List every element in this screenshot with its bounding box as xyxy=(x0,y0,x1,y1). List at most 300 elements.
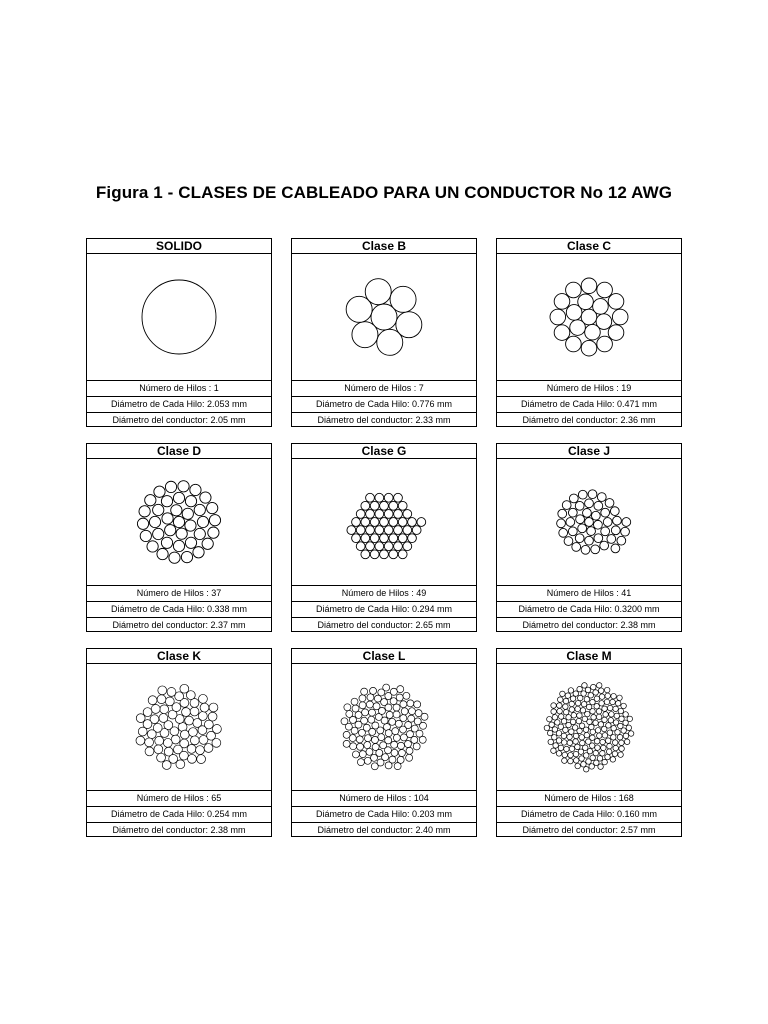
strand xyxy=(566,518,575,527)
strand xyxy=(145,738,154,747)
strand xyxy=(383,684,390,691)
strand xyxy=(180,684,189,693)
strand xyxy=(403,526,412,535)
strand xyxy=(347,526,356,535)
strand xyxy=(569,729,575,735)
strand xyxy=(408,708,415,715)
strand xyxy=(621,728,627,734)
strand xyxy=(343,731,350,738)
strand xyxy=(374,695,381,702)
strand xyxy=(576,718,582,724)
panel-clase-d xyxy=(86,443,272,632)
strand xyxy=(577,686,583,692)
strand xyxy=(356,510,365,519)
strand xyxy=(384,526,393,535)
strand xyxy=(612,751,618,757)
strand xyxy=(589,743,595,749)
strand xyxy=(551,748,557,754)
strand xyxy=(154,486,165,497)
panel-header: Clase J xyxy=(497,444,681,459)
strand xyxy=(573,758,579,764)
strand xyxy=(619,740,625,746)
conductor-cross-section xyxy=(497,664,681,790)
strand xyxy=(551,703,557,709)
strand xyxy=(571,713,577,719)
strand xyxy=(597,733,603,739)
strand xyxy=(575,706,581,712)
strand xyxy=(605,738,611,744)
strand xyxy=(343,740,350,747)
strand xyxy=(398,518,407,527)
strand xyxy=(621,703,627,709)
strand xyxy=(602,706,608,712)
strand xyxy=(593,690,599,696)
strand xyxy=(578,524,587,533)
panel-header: Clase G xyxy=(292,444,476,459)
strand xyxy=(371,736,378,743)
strand xyxy=(599,701,605,707)
strand xyxy=(380,518,389,527)
strand xyxy=(173,540,184,551)
strand xyxy=(610,507,619,516)
strand xyxy=(398,534,407,543)
strand xyxy=(578,490,587,499)
conductor-cross-section xyxy=(292,664,476,790)
figure-title: Figura 1 - CLASES DE CABLEADO PARA UN CONDUCTOR No 12 AWG xyxy=(95,183,673,202)
strand xyxy=(577,713,583,719)
strand xyxy=(606,723,612,729)
strand xyxy=(559,528,568,537)
strand xyxy=(352,322,378,348)
strand xyxy=(366,493,375,502)
strand xyxy=(370,501,379,510)
strand xyxy=(406,747,413,754)
strand xyxy=(401,708,408,715)
strand xyxy=(365,279,391,305)
strand xyxy=(154,745,163,754)
strand xyxy=(199,694,208,703)
strand xyxy=(563,698,569,704)
strand xyxy=(180,751,189,760)
strand-diameter: Diámetro de Cada Hilo: 0.3200 mm xyxy=(497,601,681,617)
panel-clase-l xyxy=(291,648,477,837)
strand xyxy=(355,711,362,718)
strand xyxy=(575,501,584,510)
panel-clase-j xyxy=(496,443,682,632)
strand xyxy=(622,518,631,527)
conductor-diameter: Diámetro del conductor: 2.40 mm xyxy=(292,822,476,838)
strand xyxy=(609,712,615,718)
strand xyxy=(627,716,633,722)
strand xyxy=(580,708,586,714)
strand xyxy=(575,763,581,769)
strand xyxy=(352,751,359,758)
strand xyxy=(375,493,384,502)
strand xyxy=(618,752,624,758)
strand xyxy=(393,711,400,718)
strand xyxy=(570,696,576,702)
strand xyxy=(366,526,375,535)
strand xyxy=(581,545,590,554)
strand xyxy=(352,705,359,712)
strand-diameter: Diámetro de Cada Hilo: 2.053 mm xyxy=(87,396,271,412)
strand xyxy=(389,718,396,725)
strand xyxy=(406,754,413,761)
strand xyxy=(594,704,600,710)
strand-diameter: Diámetro de Cada Hilo: 0.776 mm xyxy=(292,396,476,412)
strand xyxy=(198,712,207,721)
strand xyxy=(190,484,201,495)
strand xyxy=(161,496,172,507)
panel-solido xyxy=(86,238,272,427)
strand xyxy=(403,692,410,699)
strand xyxy=(194,528,205,539)
strand xyxy=(417,518,426,527)
panel-header: Clase B xyxy=(292,239,476,254)
strand xyxy=(593,299,609,315)
strand xyxy=(569,746,575,752)
strand xyxy=(605,693,611,699)
strand xyxy=(552,735,558,741)
strand xyxy=(564,746,570,752)
strand xyxy=(362,709,369,716)
strand xyxy=(586,704,592,710)
strand xyxy=(394,542,403,551)
strand xyxy=(414,701,421,708)
strand xyxy=(394,526,403,535)
strand xyxy=(573,691,579,697)
strand xyxy=(591,545,600,554)
strand xyxy=(352,534,361,543)
strand xyxy=(558,697,564,703)
panel-clase-b xyxy=(291,238,477,427)
strand xyxy=(568,527,577,536)
strand xyxy=(356,736,363,743)
strand-count: Número de Hilos : 19 xyxy=(497,380,681,396)
strand xyxy=(393,704,400,711)
strand xyxy=(583,767,589,773)
strand xyxy=(178,481,189,492)
strand xyxy=(361,688,368,695)
strand xyxy=(568,752,574,758)
strand xyxy=(380,550,389,559)
strand xyxy=(393,734,400,741)
conductor-diameter: Diámetro del conductor: 2.38 mm xyxy=(497,617,681,633)
strand xyxy=(155,736,164,745)
strand xyxy=(581,701,587,707)
strand xyxy=(551,709,557,715)
strand xyxy=(163,738,172,747)
strand xyxy=(167,688,176,697)
strand xyxy=(567,740,573,746)
strand xyxy=(604,687,610,693)
strand xyxy=(190,707,199,716)
strand xyxy=(357,759,364,766)
strand xyxy=(371,763,378,770)
strand xyxy=(180,730,189,739)
strand xyxy=(610,757,616,763)
strand xyxy=(412,526,421,535)
conductor-diameter: Diámetro del conductor: 2.37 mm xyxy=(87,617,271,633)
strand xyxy=(366,510,375,519)
strand xyxy=(556,751,562,757)
strand xyxy=(364,742,371,749)
strand xyxy=(344,704,351,711)
strand xyxy=(594,738,600,744)
conductor-cross-section xyxy=(497,254,681,380)
strand xyxy=(597,282,613,298)
strand xyxy=(595,745,601,751)
strand-count: Número de Hilos : 104 xyxy=(292,790,476,806)
strand xyxy=(390,286,416,312)
strand xyxy=(570,320,586,336)
strand-diameter: Diámetro de Cada Hilo: 0.254 mm xyxy=(87,806,271,822)
strand xyxy=(419,736,426,743)
strand xyxy=(576,515,585,524)
strand xyxy=(346,710,353,717)
strand xyxy=(209,515,220,526)
strand xyxy=(407,700,414,707)
strand xyxy=(350,743,357,750)
strand xyxy=(384,510,393,519)
strand xyxy=(182,508,193,519)
strand xyxy=(200,703,209,712)
strand xyxy=(202,538,213,549)
strand xyxy=(586,759,592,765)
strand xyxy=(189,728,198,737)
strand xyxy=(369,709,376,716)
strand xyxy=(370,550,379,559)
strand xyxy=(617,695,623,701)
strand xyxy=(158,686,167,695)
conductor-diameter: Diámetro del conductor: 2.38 mm xyxy=(87,822,271,838)
strand xyxy=(385,762,392,769)
strand xyxy=(370,534,379,543)
strand xyxy=(160,705,169,714)
strand xyxy=(420,722,427,729)
strand xyxy=(359,751,366,758)
strand xyxy=(623,712,629,718)
strand xyxy=(602,717,608,723)
strand xyxy=(200,492,211,503)
strand xyxy=(603,518,612,527)
strand xyxy=(565,693,571,699)
strand xyxy=(157,695,166,704)
strand xyxy=(212,738,221,747)
strand xyxy=(361,550,370,559)
strand xyxy=(591,684,597,690)
strand-count: Número de Hilos : 65 xyxy=(87,790,271,806)
strand xyxy=(569,707,575,713)
strand xyxy=(394,763,401,770)
strand xyxy=(608,718,614,724)
strand xyxy=(159,714,168,723)
strand xyxy=(169,552,180,563)
strand xyxy=(566,282,582,298)
strand xyxy=(359,695,366,702)
solid-conductor xyxy=(142,280,216,354)
strand xyxy=(569,494,578,503)
strand xyxy=(182,708,191,717)
strand xyxy=(575,534,584,543)
strand xyxy=(151,705,160,714)
strand xyxy=(208,527,219,538)
strand xyxy=(157,548,168,559)
strand xyxy=(136,736,145,745)
strand xyxy=(594,534,603,543)
strand xyxy=(596,683,602,689)
strand xyxy=(137,518,148,529)
strand xyxy=(364,735,371,742)
strand xyxy=(355,721,362,728)
strand xyxy=(553,743,559,749)
strand xyxy=(143,708,152,717)
strand xyxy=(145,495,156,506)
strand xyxy=(213,725,222,734)
strand xyxy=(562,501,571,510)
strand xyxy=(581,278,597,294)
strand xyxy=(398,550,407,559)
strand xyxy=(604,699,610,705)
strand xyxy=(581,762,587,768)
strand xyxy=(589,764,595,770)
strand xyxy=(161,537,172,548)
strand xyxy=(185,520,196,531)
strand xyxy=(591,715,597,721)
strand xyxy=(197,516,208,527)
strand xyxy=(591,511,600,520)
strand-count: Número de Hilos : 7 xyxy=(292,380,476,396)
strand xyxy=(389,534,398,543)
panel-header: Clase L xyxy=(292,649,476,664)
strand xyxy=(194,504,205,515)
strand xyxy=(582,683,588,689)
strand xyxy=(361,501,370,510)
strand xyxy=(209,703,218,712)
strand xyxy=(380,501,389,510)
strand xyxy=(176,760,185,769)
strand xyxy=(578,749,584,755)
strand xyxy=(608,294,624,310)
strand xyxy=(594,696,600,702)
strand-count: Número de Hilos : 41 xyxy=(497,585,681,601)
strand xyxy=(617,735,623,741)
strand xyxy=(394,510,403,519)
strand xyxy=(185,537,196,548)
strand xyxy=(595,728,601,734)
strand xyxy=(590,729,596,735)
strand xyxy=(352,518,361,527)
strand xyxy=(351,698,358,705)
strand xyxy=(364,757,371,764)
strand xyxy=(149,516,160,527)
strand xyxy=(573,751,579,757)
strand xyxy=(157,753,166,762)
strand xyxy=(561,740,567,746)
strand xyxy=(563,704,569,710)
strand xyxy=(597,336,613,352)
strand xyxy=(162,513,173,524)
strand xyxy=(585,518,594,527)
strand xyxy=(626,725,632,731)
strand xyxy=(550,309,566,325)
strand xyxy=(552,715,558,721)
strand xyxy=(138,727,147,736)
strand xyxy=(618,708,624,714)
strand xyxy=(623,733,629,739)
strand xyxy=(165,481,176,492)
strand xyxy=(558,509,567,518)
strand xyxy=(568,758,574,764)
strand xyxy=(601,508,610,517)
strand xyxy=(171,505,182,516)
strand xyxy=(581,340,597,356)
strand xyxy=(390,688,397,695)
strand xyxy=(593,720,599,726)
strand xyxy=(196,746,205,755)
strand xyxy=(408,534,417,543)
panel-header: Clase D xyxy=(87,444,271,459)
strand xyxy=(176,528,187,539)
strand xyxy=(408,518,417,527)
strand xyxy=(361,534,370,543)
strand xyxy=(370,518,379,527)
strand xyxy=(605,499,614,508)
strand xyxy=(552,727,558,733)
panel-header: Clase C xyxy=(497,239,681,254)
strand xyxy=(568,508,577,517)
strand xyxy=(204,744,213,753)
strand xyxy=(357,743,364,750)
strand xyxy=(564,537,573,546)
strand xyxy=(367,694,374,701)
strand xyxy=(165,697,174,706)
strand xyxy=(411,736,418,743)
strand xyxy=(612,309,628,325)
strand xyxy=(557,519,566,528)
strand xyxy=(389,518,398,527)
strand xyxy=(386,711,393,718)
strand xyxy=(547,730,553,736)
strand xyxy=(398,742,405,749)
strand xyxy=(555,720,561,726)
strand xyxy=(384,493,393,502)
strand-diameter: Diámetro de Cada Hilo: 0.294 mm xyxy=(292,601,476,617)
strand xyxy=(380,534,389,543)
strand xyxy=(207,502,218,513)
strand xyxy=(569,701,575,707)
strand xyxy=(601,745,607,751)
strand xyxy=(573,739,579,745)
strand xyxy=(185,496,196,507)
strand xyxy=(421,713,428,720)
strand xyxy=(190,736,199,745)
strand xyxy=(375,542,384,551)
strand xyxy=(602,759,608,765)
strand xyxy=(366,542,375,551)
strand xyxy=(389,550,398,559)
strand xyxy=(601,527,610,536)
strand xyxy=(375,510,384,519)
strand xyxy=(139,506,150,517)
strand xyxy=(385,747,392,754)
strand-count: Número de Hilos : 168 xyxy=(497,790,681,806)
conductor-diameter: Diámetro del conductor: 2.05 mm xyxy=(87,412,271,428)
strand xyxy=(389,501,398,510)
strand xyxy=(600,541,609,550)
strand xyxy=(611,693,617,699)
strand xyxy=(547,716,553,722)
